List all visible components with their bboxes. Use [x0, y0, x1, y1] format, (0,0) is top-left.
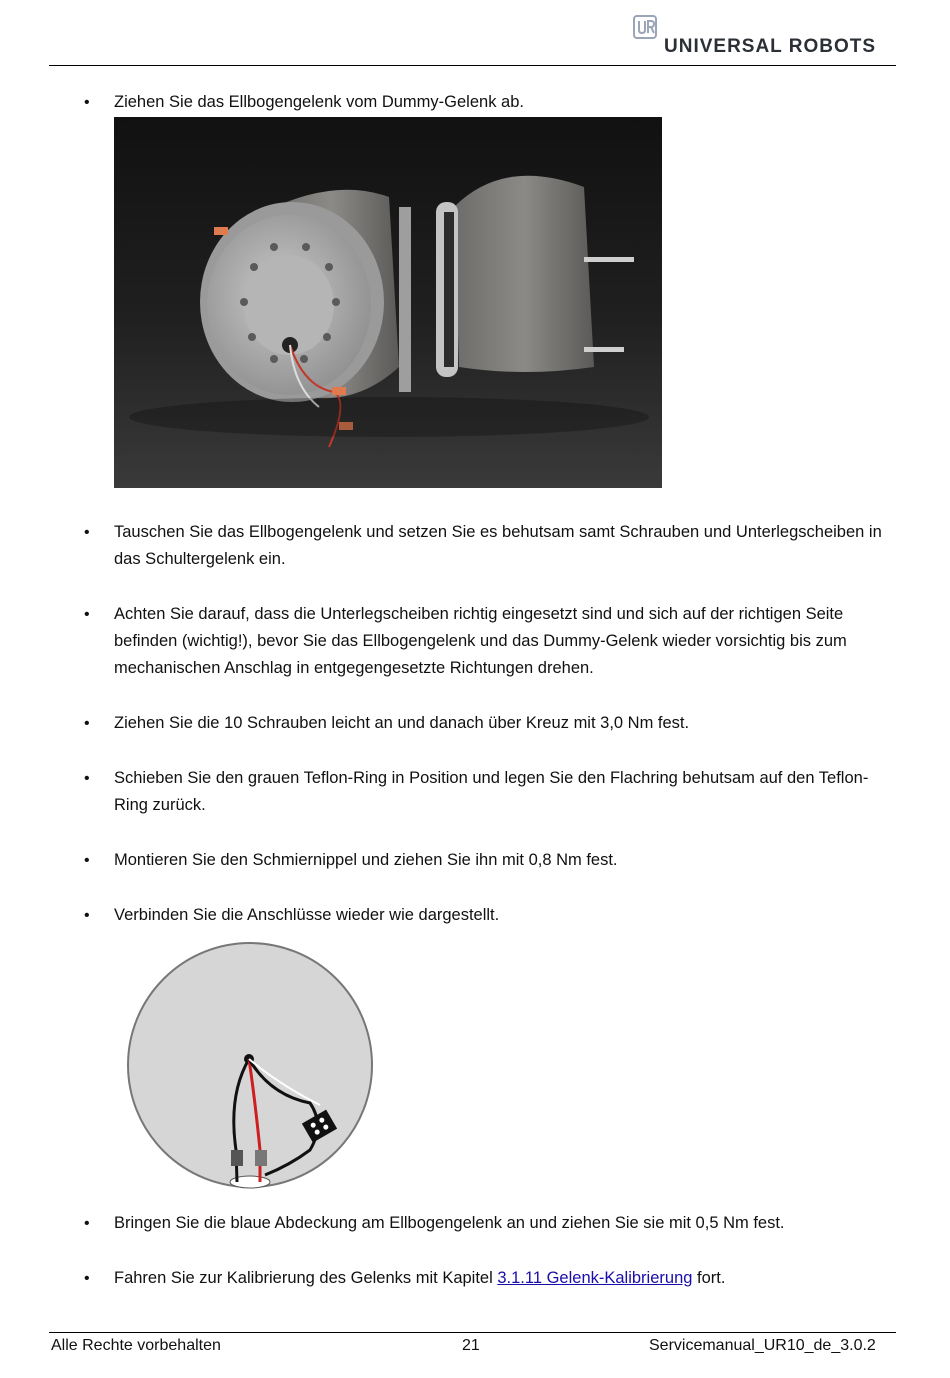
- footer-page-number: 21: [462, 1337, 480, 1354]
- bullet-marker: •: [84, 715, 90, 732]
- instruction-9: [114, 1265, 899, 1292]
- bullet-marker: •: [84, 1270, 90, 1287]
- instruction-8: Bringen Sie die blaue Abdeckung am Ellbogengelenk an und ziehen Sie sie mit 0,5 Nm fest.: [114, 1214, 785, 1232]
- brand-name: UNIVERSAL ROBOTS: [664, 36, 877, 57]
- footer-rule: [49, 1332, 896, 1333]
- header-rule: [49, 65, 896, 66]
- instruction-9-text: Fahren Sie zur Kalibrierung des Gelenks mit Kapitel: [114, 1269, 498, 1287]
- bullet-marker: •: [84, 852, 90, 869]
- connection-diagram: [120, 935, 380, 1195]
- bullet-marker: •: [84, 907, 90, 924]
- header-logo: [632, 14, 892, 58]
- bullet-marker: •: [84, 1215, 90, 1232]
- ur-logo-icon: [632, 14, 660, 40]
- instruction-1: Ziehen Sie das Ellbogengelenk vom Dummy-Gelenk ab.: [114, 93, 524, 111]
- footer-document-id: Servicemanual_UR10_de_3.0.2: [649, 1337, 876, 1354]
- joint-photo: [114, 117, 662, 488]
- instruction-3: Achten Sie darauf, dass die Unterlegscheiben richtig eingesetzt sind und sich auf der richtigen Seite befinden (wichtig!), bevor Sie das Ellbogengelenk und das Dummy-Gelenk wieder vorsichtig bis zum mechanischen Anschlag in entgegengesetzte Richtungen drehen.: [114, 605, 847, 677]
- bullet-marker: •: [84, 770, 90, 787]
- instruction-5: Schieben Sie den grauen Teflon-Ring in Position und legen Sie den Flachring behutsam auf den Teflon-Ring zurück.: [114, 769, 869, 814]
- bullet-marker: •: [84, 524, 90, 541]
- instruction-4: Ziehen Sie die 10 Schrauben leicht an und danach über Kreuz mit 3,0 Nm fest.: [114, 714, 690, 732]
- bullet-marker: •: [84, 606, 90, 623]
- instruction-9-tail: fort.: [692, 1269, 726, 1287]
- instruction-6: Montieren Sie den Schmiernippel und ziehen Sie ihn mit 0,8 Nm fest.: [114, 851, 618, 869]
- instruction-7: Verbinden Sie die Anschlüsse wieder wie dargestellt.: [114, 906, 500, 924]
- bullet-marker: •: [84, 94, 90, 111]
- instruction-2: Tauschen Sie das Ellbogengelenk und setzen Sie es behutsam samt Schrauben und Unterlegscheiben in das Schultergelenk ein.: [114, 523, 882, 568]
- footer-rights: Alle Rechte vorbehalten: [51, 1337, 221, 1354]
- calibration-link[interactable]: 3.1.11 Gelenk-Kalibrierung: [497, 1269, 693, 1287]
